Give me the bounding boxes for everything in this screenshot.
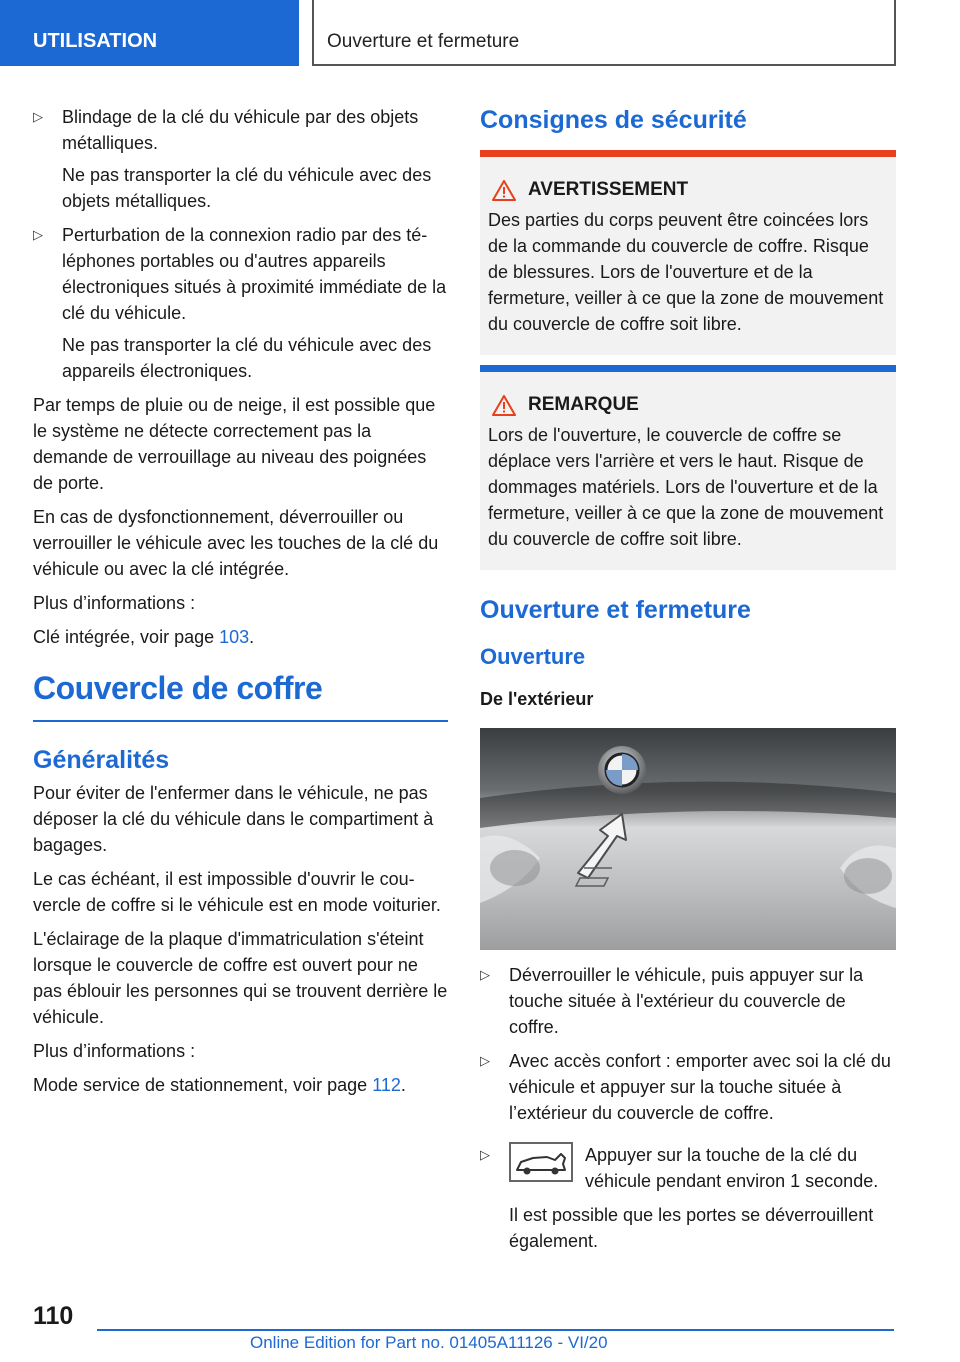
reference-end: . [400, 1075, 406, 1095]
more-info-label: Plus d’informations : [33, 593, 196, 613]
list-item [480, 1048, 896, 1126]
page-link-112[interactable]: 112 [372, 1075, 401, 1095]
paragraph: L'éclairage de la plaque d'immatriculation s'éteint lorsque le couvercle de coffre est ouvert pour ne pas éblouir les personnes qui se trouvent derrière le véhicule. [33, 929, 448, 1027]
triangle-right-icon: ▷ [480, 1147, 490, 1162]
triangle-right-icon: ▷ [480, 1053, 490, 1068]
reference-text: Mode service de stationnement, voir page [33, 1075, 373, 1095]
warning-triangle-icon [492, 395, 516, 416]
section-heading: Consignes de sécurité [480, 106, 747, 134]
notice-label: REMARQUE [528, 394, 639, 415]
more-info-label: Plus d’informations : [33, 1041, 196, 1061]
cross-reference [33, 1072, 448, 1098]
subsection-heading: Ouverture [480, 644, 586, 669]
key-button-row [509, 1142, 896, 1194]
triangle-right-icon: ▷ [33, 109, 43, 124]
page-number: 110 [33, 1302, 74, 1330]
triangle-right-icon: ▷ [480, 967, 490, 982]
section-heading: Généralités [33, 746, 170, 774]
bullet-subtext: Ne pas transporter la clé du véhicule avec des appareils électroniques. [62, 335, 432, 381]
reference-end: . [249, 627, 255, 647]
trunk-car-icon [509, 1142, 573, 1182]
bullet-text: Blindage de la clé du véhicule par des objets métalliques. [62, 107, 419, 153]
list-item [480, 962, 896, 1040]
section-heading: Ouverture et fermeture [480, 596, 751, 624]
warning-box [480, 150, 896, 355]
warning-label: AVERTISSEMENT [528, 179, 689, 200]
paragraph: En cas de dysfonctionnement, déverrouiller ou verrouiller le véhicule avec les touches de la clé du véhicule ou avec la clé intégrée. [33, 507, 439, 579]
bullet-text: Appuyer sur la touche de la clé du véhicule pendant environ 1 seconde. [585, 1145, 879, 1191]
notice-header [488, 392, 888, 418]
list-item [33, 222, 448, 384]
page-header-title: Ouverture et fermeture [312, 0, 896, 66]
cross-reference [33, 624, 448, 650]
paragraph: Par temps de pluie ou de neige, il est possible que le système ne détecte correctement pas la demande de verrouillage au niveau des poignées de porte. [33, 395, 436, 493]
left-column [33, 104, 448, 1106]
section-tab: UTILISATION [0, 0, 299, 66]
paragraph: Le cas échéant, il est impossible d'ouvrir le couvercle de coffre si le véhicule est en mode voiturier. [33, 869, 441, 915]
chapter-heading: Couvercle de coffre [33, 668, 448, 722]
list-item [33, 104, 448, 214]
footer-edition: Online Edition for Part no. 01405A11126 - VI/20 [250, 1333, 608, 1352]
bullet-subtext: Ne pas transporter la clé du véhicule avec des objets métalliques. [62, 165, 432, 211]
reference-text: Clé intégrée, voir page [33, 627, 220, 647]
page-link-103[interactable]: 103 [219, 627, 250, 647]
footer-divider [97, 1329, 894, 1331]
list-item [480, 1142, 896, 1254]
notice-box [480, 365, 896, 570]
trunk-button-photo [480, 728, 896, 950]
right-column [480, 104, 896, 1262]
paragraph: Pour éviter de l'enfermer dans le véhicule, ne pas déposer la clé du véhicule dans le compartiment à bagages. [33, 783, 434, 855]
bullet-subtext: Il est possible que les portes se déverrouillent également. [509, 1205, 874, 1251]
bullet-text: Perturbation de la connexion radio par des téléphones portables ou d'autres appareils électroniques situés à proximité immédiate de la clé du véhicule. [62, 225, 447, 323]
notice-text: Lors de l'ouverture, le couvercle de coffre se déplace vers l'arrière et vers le haut. Risque de dommages matériels. Lors de l'ouverture et de la fermeture, veiller à ce que la zone de mouvement du couvercle de coffre soit libre. [488, 425, 884, 549]
sub-subsection-heading: De l'extérieur [480, 689, 594, 709]
warning-triangle-icon [492, 180, 516, 201]
bullet-text: Avec accès confort : emporter avec soi la clé du véhicule et appuyer sur la touche située à l’extérieur du couvercle de coffre. [509, 1051, 891, 1123]
bullet-text: Déverrouiller le véhicule, puis appuyer sur la touche située à l'extérieur du couvercle de coffre. [509, 965, 864, 1037]
warning-text: Des parties du corps peuvent être coincées lors de la commande du couvercle de coffre. Risque de blessures. Lors de l'ouverture et de la fermeture, veiller à ce que la zone de mouvement du couvercle de coffre soit libre. [488, 210, 884, 334]
triangle-right-icon: ▷ [33, 227, 43, 242]
warning-header [488, 177, 888, 203]
